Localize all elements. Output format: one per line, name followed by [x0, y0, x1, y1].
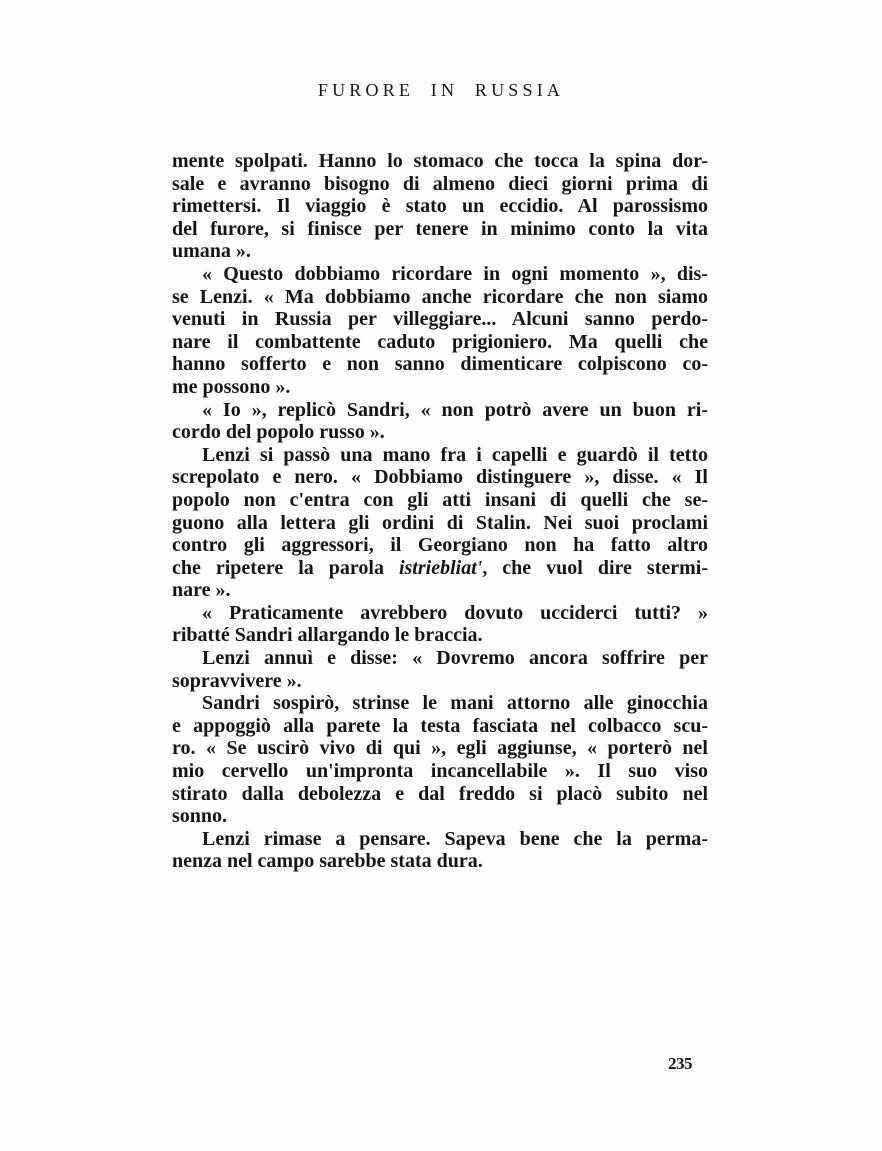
paragraph [172, 150, 708, 263]
text-line: cordo del popolo russo ». [172, 421, 385, 444]
text-line: « Questo dobbiamo ricordare in ogni momento », dis- [202, 262, 708, 285]
text-line: contro gli aggressori, il Georgiano non ha fatto altro [172, 534, 708, 557]
paragraph [172, 647, 708, 692]
text-line: mio cervello un'impronta incancellabile ». Il suo viso [172, 760, 708, 783]
text-line: me possono ». [172, 375, 291, 398]
text-line: mente spolpati. Hanno lo stomaco che tocca la spina dor- [172, 150, 708, 172]
text-line: Sandri sospirò, strinse le mani attorno alle ginocchia [202, 692, 708, 715]
text-line: guono alla lettera gli ordini di Stalin. Nei suoi proclami [172, 511, 708, 534]
page-number: 235 [668, 1054, 692, 1073]
text-line: nenza nel campo sarebbe stata dura. [172, 850, 483, 873]
text-line: rimettersi. Il viaggio è stato un eccidio. Al parossismo [172, 195, 708, 218]
text-line: Lenzi rimase a pensare. Sapeva bene che la perma- [202, 827, 708, 850]
text-line: Lenzi annuì e disse: « Dovremo ancora soffrire per [202, 647, 708, 670]
text-line: venuti in Russia per villeggiare... Alcuni sanno perdo- [172, 308, 708, 331]
text-line: « Praticamente avrebbero dovuto ucciderci tutti? » [202, 601, 708, 624]
paragraph [172, 692, 708, 828]
text-line: sale e avranno bisogno di almeno dieci giorni prima di [172, 172, 708, 195]
text-line: Lenzi si passò una mano fra i capelli e guardò il tetto [202, 443, 708, 466]
text-line: sonno. [172, 805, 228, 828]
text-line: nare il combattente caduto prigioniero. Ma quelli che [172, 330, 708, 353]
text-line: che ripetere la parola istriebliat', che vuol dire stermi- [172, 556, 708, 579]
text-line: se Lenzi. « Ma dobbiamo anche ricordare che non siamo [172, 285, 708, 308]
paragraph [172, 444, 708, 602]
text-line: « Io », replicò Sandri, « non potrò avere un buon ri- [202, 398, 708, 421]
paragraph [172, 399, 708, 444]
paragraph [172, 828, 708, 873]
text-line: sopravvivere ». [172, 669, 302, 692]
paragraph [172, 263, 708, 399]
italic-term: istriebliat' [398, 556, 483, 579]
text-line: screpolato e nero. « Dobbiamo distinguere », disse. « Il [172, 466, 708, 489]
text-line: stirato dalla debolezza e dal freddo si placò subito nel [172, 782, 708, 805]
text-line: nare ». [172, 579, 231, 602]
text-line: ro. « Se uscirò vivo di qui », egli aggiunse, « porterò nel [172, 737, 708, 760]
text-line: ribatté Sandri allargando le braccia. [172, 624, 483, 647]
text-line: umana ». [172, 240, 251, 263]
text-line: del furore, si finisce per tenere in minimo conto la vita [172, 217, 708, 240]
paragraph [172, 602, 708, 647]
text-line: popolo non c'entra con gli atti insani di quelli che se- [172, 488, 708, 511]
text-line: hanno sofferto e non sanno dimenticare colpiscono co- [172, 353, 708, 376]
text-line: e appoggiò alla parete la testa fasciata nel colbacco scu- [172, 714, 708, 737]
running-head: FURORE IN RUSSIA [317, 80, 565, 100]
body-text [172, 150, 708, 873]
